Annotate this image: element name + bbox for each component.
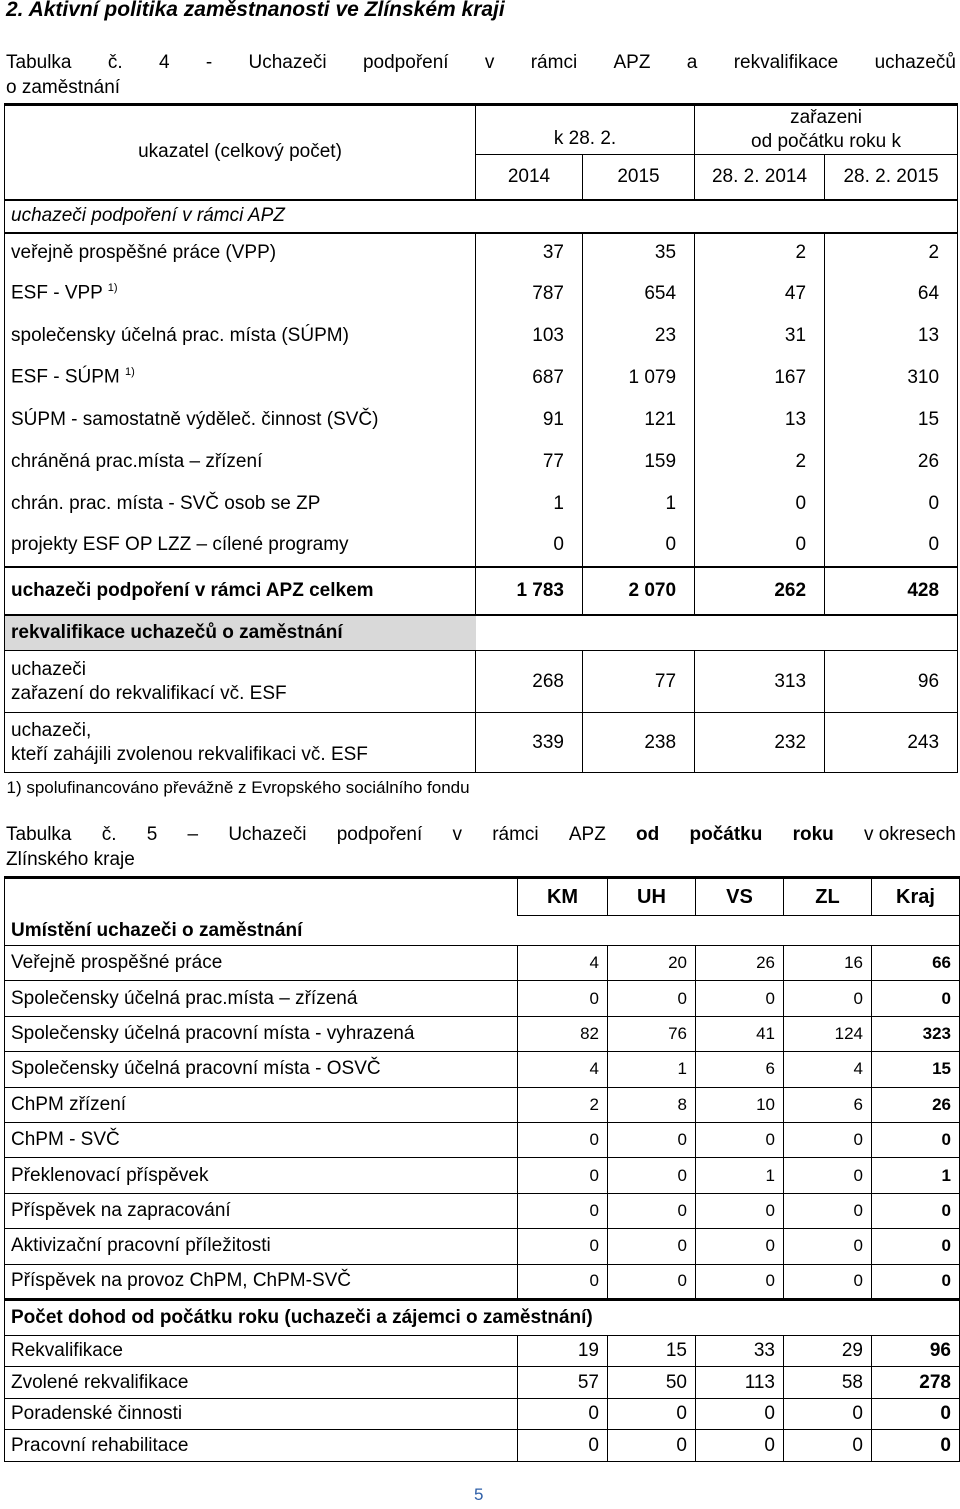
row-value: 77 (476, 441, 583, 483)
row-value: 0 (825, 525, 958, 567)
row-total-value: 0 (872, 1430, 960, 1462)
row-value: 26 (696, 946, 784, 981)
table-row (5, 441, 958, 483)
row-value: 339 (476, 713, 583, 773)
col-header-placed-2015: 28. 2. 2015 (825, 155, 958, 200)
row-label-text: SÚPM - samostatně výděleč. činnost (SVČ) (11, 408, 379, 430)
placed-header-line2: od počátku roku k (751, 131, 902, 152)
section-dohody: Počet dohod od počátku roku (uchazeči a zájemci o zaměstnání) (5, 1299, 960, 1335)
caption-word: Uchazeči (228, 824, 307, 845)
row-label: Překlenovací příspěvek (5, 1158, 518, 1193)
row-value: 0 (476, 525, 583, 567)
table-row (5, 981, 960, 1016)
row-value: 13 (825, 315, 958, 357)
caption-word: rekvalifikace (733, 52, 839, 73)
as-of-header: k 28. 2. (476, 105, 695, 155)
row-value: 19 (518, 1335, 608, 1367)
row-value: 2 (695, 441, 825, 483)
row-value: 1 (583, 483, 695, 525)
col-header-2014: 2014 (476, 155, 583, 200)
row-value: 6 (784, 1087, 872, 1122)
row-value: 0 (608, 1229, 696, 1264)
row-value: 64 (825, 273, 958, 315)
caption-word: 4 (158, 52, 170, 73)
total-label: uchazeči podpoření v rámci APZ celkem (5, 567, 476, 615)
total-value: 1 783 (476, 567, 583, 615)
table-row (5, 1122, 960, 1157)
row-value: 0 (518, 1158, 608, 1193)
table-row (5, 1087, 960, 1122)
caption-word: podpoření (336, 824, 423, 845)
row-value: 103 (476, 315, 583, 357)
col-header-km: KM (518, 878, 608, 916)
row-value: 232 (695, 713, 825, 773)
footnote-marker: 1) (107, 282, 118, 295)
row-value: 2 (695, 233, 825, 273)
section-rekvalifikace: rekvalifikace uchazečů o zaměstnání (5, 615, 476, 651)
table-row (5, 399, 958, 441)
table-row (5, 1193, 960, 1228)
caption-word: roku (792, 824, 834, 845)
row-label-text: ESF - VPP (11, 282, 103, 304)
row-value: 1 (608, 1052, 696, 1087)
row-value: 33 (696, 1335, 784, 1367)
row-value: 2 (518, 1087, 608, 1122)
row-value: 0 (608, 1158, 696, 1193)
row-label (5, 713, 476, 773)
row-total-value: 323 (872, 1016, 960, 1051)
row-value: 0 (696, 1430, 784, 1462)
total-value: 2 070 (583, 567, 695, 615)
row-label: Společensky účelná prac.místa – zřízená (5, 981, 518, 1016)
row-value: 0 (695, 483, 825, 525)
row-value: 4 (518, 1052, 608, 1087)
row-value: 77 (583, 651, 695, 713)
row-value: 10 (696, 1087, 784, 1122)
caption-word: č. (101, 824, 117, 845)
row-label (5, 233, 476, 273)
row-value: 0 (518, 1193, 608, 1228)
table4 (4, 103, 958, 803)
row-label-line2: zařazení do rekvalifikací vč. ESF (11, 682, 287, 704)
row-value: 268 (476, 651, 583, 713)
row-value: 8 (608, 1087, 696, 1122)
row-label: ChPM zřízení (5, 1087, 518, 1122)
table-row (5, 1158, 960, 1193)
row-value: 167 (695, 357, 825, 399)
row-value: 313 (695, 651, 825, 713)
row-label: Společensky účelná pracovní místa - OSVČ (5, 1052, 518, 1087)
table-row (5, 1335, 960, 1367)
indicator-header: ukazatel (celkový počet) (5, 105, 476, 200)
caption-word: v (484, 52, 495, 73)
row-label-text: společensky účelná prac. místa (SÚPM) (11, 324, 349, 346)
row-value: 1 (476, 483, 583, 525)
caption-word: podpoření (362, 52, 449, 73)
caption-word: v (452, 824, 462, 845)
row-total-value: 278 (872, 1367, 960, 1399)
row-value: 0 (784, 1398, 872, 1430)
row-label-line1: uchazeči, (11, 719, 92, 741)
row-value: 0 (518, 1122, 608, 1157)
caption-word: Uchazeči (248, 52, 327, 73)
col-header-kraj: Kraj (872, 878, 960, 916)
row-value: 687 (476, 357, 583, 399)
row-value: 1 079 (583, 357, 695, 399)
table-row (5, 1016, 960, 1051)
row-value: 787 (476, 273, 583, 315)
row-value: 0 (518, 1430, 608, 1462)
row-total-value: 66 (872, 946, 960, 981)
row-value: 310 (825, 357, 958, 399)
col-header-vs: VS (696, 878, 784, 916)
row-label-text: ESF - SÚPM (11, 366, 120, 388)
caption-word: v okresech (863, 824, 956, 845)
caption-word: – (187, 824, 199, 845)
row-value: 23 (583, 315, 695, 357)
row-value: 16 (784, 946, 872, 981)
table4-caption-line2: o zaměstnání (6, 77, 121, 98)
table5-caption (6, 822, 956, 872)
row-value: 76 (608, 1016, 696, 1051)
page-number: 5 (474, 1485, 484, 1504)
row-value: 121 (583, 399, 695, 441)
row-value: 0 (696, 981, 784, 1016)
row-value: 113 (696, 1367, 784, 1399)
row-value: 0 (784, 1158, 872, 1193)
row-label-text: veřejně prospěšné práce (VPP) (11, 242, 277, 263)
row-value: 0 (518, 981, 608, 1016)
row-value: 0 (583, 525, 695, 567)
total-value: 428 (825, 567, 958, 615)
row-value: 0 (695, 525, 825, 567)
row-value: 654 (583, 273, 695, 315)
row-value: 0 (784, 1264, 872, 1299)
row-total-value: 0 (872, 1229, 960, 1264)
row-value: 0 (608, 981, 696, 1016)
row-value: 31 (695, 315, 825, 357)
row-label-line1: uchazeči (11, 658, 86, 680)
row-value: 243 (825, 713, 958, 773)
row-label: ChPM - SVČ (5, 1122, 518, 1157)
row-value: 0 (825, 483, 958, 525)
table-row (5, 946, 960, 981)
row-value: 0 (518, 1229, 608, 1264)
total-value: 262 (695, 567, 825, 615)
table-row (5, 713, 958, 773)
table-row (5, 1052, 960, 1087)
row-value: 47 (695, 273, 825, 315)
table5-caption-line2: Zlínského kraje (6, 849, 135, 870)
row-label: Poradenské činnosti (5, 1398, 518, 1430)
table-row (5, 1367, 960, 1399)
row-value: 15 (608, 1335, 696, 1367)
row-label (5, 441, 476, 483)
row-value: 0 (608, 1398, 696, 1430)
row-value: 0 (696, 1193, 784, 1228)
row-value: 0 (784, 1229, 872, 1264)
row-total-value: 0 (872, 1193, 960, 1228)
table-row (5, 273, 958, 315)
caption-word: APZ (613, 52, 651, 73)
col-header-2015: 2015 (583, 155, 695, 200)
row-value: 58 (784, 1367, 872, 1399)
row-label-line2: kteří zahájili zvolenou rekvalifikaci vč. ESF (11, 743, 368, 765)
row-value: 82 (518, 1016, 608, 1051)
row-label: Veřejně prospěšné práce (5, 946, 518, 981)
caption-word: počátku (689, 824, 763, 845)
row-value: 124 (784, 1016, 872, 1051)
row-value: 35 (583, 233, 695, 273)
table-row (5, 1430, 960, 1462)
caption-word: č. (107, 52, 123, 73)
caption-word: rámci (530, 52, 578, 73)
row-value: 13 (695, 399, 825, 441)
row-value: 0 (784, 981, 872, 1016)
row-value: 1 (696, 1158, 784, 1193)
row-value: 50 (608, 1367, 696, 1399)
section-umisteni: Umístění uchazeči o zaměstnání (5, 916, 960, 946)
row-total-value: 96 (872, 1335, 960, 1367)
table5 (4, 876, 960, 1462)
row-total-value: 15 (872, 1052, 960, 1087)
row-label: Zvolené rekvalifikace (5, 1367, 518, 1399)
row-value: 91 (476, 399, 583, 441)
table4-caption-line1 (6, 50, 956, 75)
footnote: 1) spolufinancováno převážně z Evropského sociálního fondu (6, 777, 470, 797)
table-row (5, 1398, 960, 1430)
row-value: 57 (518, 1367, 608, 1399)
caption-word: APZ (568, 824, 606, 845)
row-label-text: projekty ESF OP LZZ – cílené programy (11, 534, 349, 555)
table-row (5, 315, 958, 357)
caption-word: od (636, 824, 660, 845)
row-label (5, 315, 476, 357)
caption-word: rámci (492, 824, 539, 845)
row-label: Rekvalifikace (5, 1335, 518, 1367)
row-value: 0 (608, 1264, 696, 1299)
caption-word: 5 (146, 824, 158, 845)
row-value: 0 (518, 1398, 608, 1430)
section-heading: 2. Aktivní politika zaměstnanosti ve Zlínském kraji (6, 0, 505, 21)
table-row (5, 483, 958, 525)
row-value: 37 (476, 233, 583, 273)
row-total-value: 0 (872, 1398, 960, 1430)
placed-header-line1: zařazeni (790, 107, 862, 128)
table-row (5, 357, 958, 399)
row-value: 2 (825, 233, 958, 273)
row-label: Pracovní rehabilitace (5, 1430, 518, 1462)
row-value: 0 (784, 1122, 872, 1157)
row-value: 0 (696, 1122, 784, 1157)
table-row (5, 525, 958, 567)
row-total-value: 1 (872, 1158, 960, 1193)
row-value: 0 (608, 1430, 696, 1462)
col-header-uh: UH (608, 878, 696, 916)
row-value: 0 (608, 1193, 696, 1228)
row-value: 4 (784, 1052, 872, 1087)
row-label (5, 483, 476, 525)
caption-word: uchazečů (874, 52, 956, 73)
row-value: 0 (518, 1264, 608, 1299)
row-label-text: chrán. prac. místa - SVČ osob se ZP (11, 492, 321, 514)
row-label: Aktivizační pracovní příležitosti (5, 1229, 518, 1264)
footnote-marker: 1) (125, 366, 135, 379)
col-header-zl: ZL (784, 878, 872, 916)
row-total-value: 0 (872, 1122, 960, 1157)
row-value: 0 (784, 1193, 872, 1228)
row-value: 159 (583, 441, 695, 483)
caption-word: - (205, 52, 213, 73)
table-row (5, 1264, 960, 1299)
row-label (5, 357, 476, 399)
row-label (5, 399, 476, 441)
caption-word: Tabulka (6, 824, 72, 845)
col-header-placed-2014: 28. 2. 2014 (695, 155, 825, 200)
section-rekvalifikace-fill (476, 615, 958, 651)
row-total-value: 0 (872, 1264, 960, 1299)
row-total-value: 0 (872, 981, 960, 1016)
table-row (5, 651, 958, 713)
row-label (5, 525, 476, 567)
placed-header (695, 105, 958, 155)
row-total-value: 26 (872, 1087, 960, 1122)
row-value: 0 (696, 1229, 784, 1264)
row-value: 96 (825, 651, 958, 713)
row-value: 41 (696, 1016, 784, 1051)
row-value: 26 (825, 441, 958, 483)
table5-caption-line1 (6, 822, 956, 847)
section-apz: uchazeči podpoření v rámci APZ (5, 200, 958, 233)
row-value: 4 (518, 946, 608, 981)
table5-corner (5, 878, 518, 916)
row-label: Společensky účelná pracovní místa - vyhrazená (5, 1016, 518, 1051)
row-value: 238 (583, 713, 695, 773)
row-label (5, 651, 476, 713)
row-value: 0 (784, 1430, 872, 1462)
row-value: 6 (696, 1052, 784, 1087)
row-label: Příspěvek na provoz ChPM, ChPM-SVČ (5, 1264, 518, 1299)
row-label-text: chráněná prac.místa – zřízení (11, 450, 263, 472)
row-value: 29 (784, 1335, 872, 1367)
row-value: 0 (608, 1122, 696, 1157)
table4-caption (6, 50, 956, 100)
table-row (5, 1229, 960, 1264)
caption-word: Tabulka (6, 52, 72, 73)
caption-word: a (686, 52, 698, 73)
row-value: 15 (825, 399, 958, 441)
row-value: 20 (608, 946, 696, 981)
row-label (5, 273, 476, 315)
table-row (5, 233, 958, 273)
row-value: 0 (696, 1398, 784, 1430)
row-value: 0 (696, 1264, 784, 1299)
row-label: Příspěvek na zapracování (5, 1193, 518, 1228)
